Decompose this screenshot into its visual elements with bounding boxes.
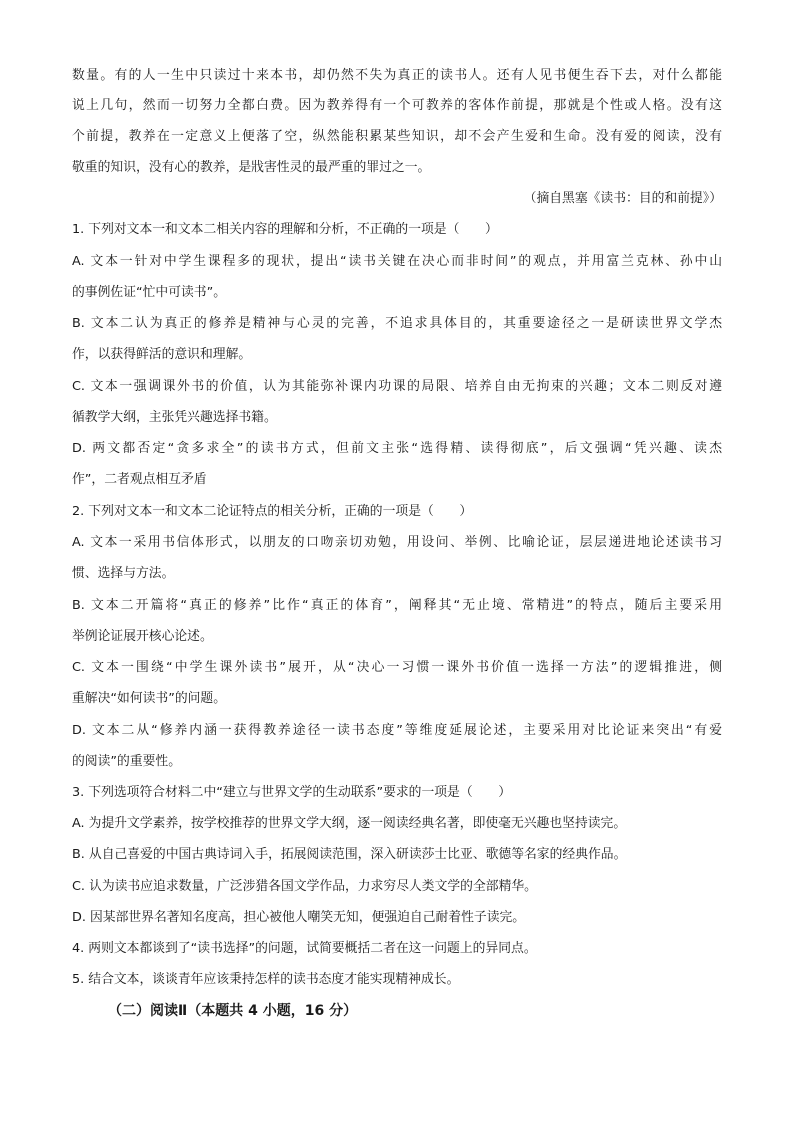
passage-line: 说上几句，然而一切努力全都白费。因为教养得有一个可教养的客体作前提，那就是个性或人格。没有这	[72, 98, 722, 113]
question-line: D. 因某部世界名著知名度高，担心被他人嘲笑无知，便强迫自己耐着性子读完。	[72, 910, 526, 925]
question-line: 作，以获得鲜活的意识和理解。	[72, 347, 252, 362]
source-note: （摘自黑塞《读书：目的和前提》）	[523, 191, 722, 206]
question-line: 5. 结合文本，谈谈青年应该秉持怎样的读书态度才能实现精神成长。	[72, 972, 460, 987]
question-line: C. 文本一强调课外书的价值，认为其能弥补课内功课的局限、培养自由无拘束的兴趣；文本二则反对遵	[72, 379, 722, 394]
question-line: 的事例佐证“忙中可读书”。	[72, 285, 227, 300]
question-line: B. 文本二认为真正的修养是精神与心灵的完善，不追求具体目的，其重要途径之一是研读世界文学杰	[72, 316, 722, 331]
passage-line: 敬重的知识，没有心的教养，是戕害性灵的最严重的罪过之一。	[72, 160, 431, 175]
question-line: 1. 下列对文本一和文本二相关内容的理解和分析，不正确的一项是（ ）	[72, 222, 498, 237]
section-heading: （二）阅读Ⅱ（本题共 4 小题，16 分）	[108, 1003, 358, 1019]
question-line: B. 文本二开篇将“真正的修养”比作“真正的体育”，阐释其“无止境、常精进”的特点，随后主要采用	[72, 598, 722, 613]
question-line: 作”，二者观点相互矛盾	[72, 472, 207, 487]
question-line: 4. 两则文本都谈到了“读书选择”的问题，试简要概括二者在这一问题上的异同点。	[72, 941, 537, 956]
question-line: D. 文本二从“修养内涵一获得教养途径一读书态度”等维度延展论述，主要采用对比论证来突出“有爱	[72, 723, 722, 738]
question-line: 3. 下列选项符合材料二中“建立与世界文学的生动联系”要求的一项是（ ）	[72, 785, 512, 800]
question-line: 惯、选择与方法。	[72, 566, 175, 581]
question-line: A. 文本一针对中学生课程多的现状，提出“读书关键在决心而非时间”的观点，并用富兰克林、孙中山	[72, 254, 722, 269]
question-line: A. 为提升文学素养，按学校推荐的世界文学大纲，逐一阅读经典名著，即使毫无兴趣也坚持读完。	[72, 816, 627, 831]
question-line: 2. 下列对文本一和文本二论证特点的相关分析，正确的一项是（ ）	[72, 504, 473, 519]
question-line: C. 文本一围绕“中学生课外读书”展开，从“决心一习惯一课外书价值一选择一方法”的逻辑推进，侧	[72, 660, 722, 675]
question-line: A. 文本一采用书信体形式，以朋友的口吻亲切劝勉，用设问、举例、比喻论证，层层递进地论述读书习	[72, 535, 722, 550]
question-line: 循教学大纲，主张凭兴趣选择书籍。	[72, 410, 277, 425]
passage-line: 个前提，教养在一定意义上便落了空，纵然能积累某些知识，却不会产生爱和生命。没有爱的阅读，没有	[72, 129, 722, 144]
question-line: 举例论证展开核心论述。	[72, 629, 213, 644]
question-line: B. 从自己喜爱的中国古典诗词入手，拓展阅读范围，深入研读莎士比亚、歌德等名家的经典作品。	[72, 847, 627, 862]
question-line: D. 两文都否定“贪多求全”的读书方式，但前文主张“选得精、读得彻底”，后文强调“凭兴趣、读杰	[72, 441, 722, 456]
passage-line: 数量。有的人一生中只读过十来本书，却仍然不失为真正的读书人。还有人见书便生吞下去，对什么都能	[72, 68, 722, 83]
question-line: C. 认为读书应追求数量，广泛涉猎各国文学作品，力求穷尽人类文学的全部精华。	[72, 879, 537, 894]
question-line: 的阅读”的重要性。	[72, 754, 182, 769]
question-line: 重解决“如何读书”的问题。	[72, 691, 227, 706]
